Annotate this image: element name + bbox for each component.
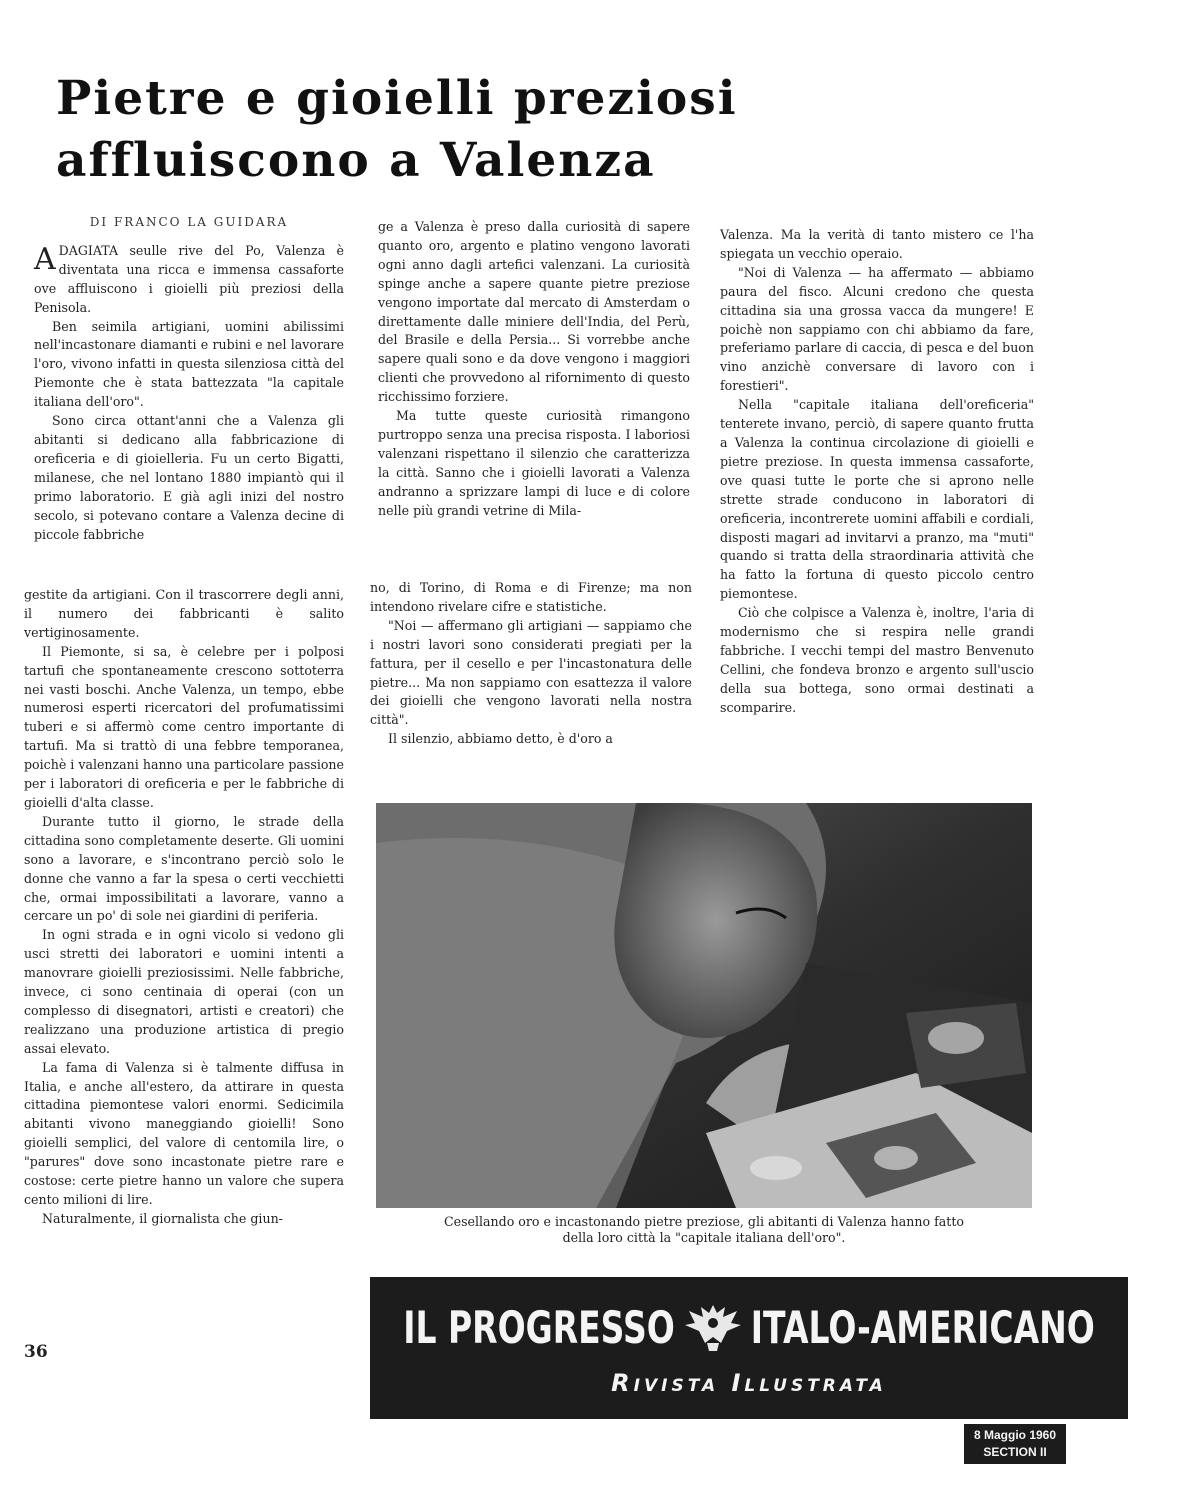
masthead-title-left: IL PROGRESSO [403, 1301, 675, 1354]
paragraph-text: Il silenzio, abbiamo detto, è d'oro a [388, 731, 613, 747]
paragraph-text: Naturalmente, il giornalista che giun- [42, 1210, 283, 1226]
paragraph-text: "Noi — affermano gli artigiani — sappiamo che i nostri lavori sono considerati pregiati per la fattura, per il cesello e per l'incastonatura delle pietre... Ma non sappiamo con esattezza il valore dei gioielli che vengono lavorati nella nostra città". [370, 617, 692, 728]
issue-date: 8 Maggio 1960 [973, 1428, 1057, 1442]
photo-caption [376, 1214, 1032, 1246]
issue-section: SECTION II [983, 1445, 1047, 1459]
article-paragraph [370, 579, 692, 617]
masthead-title [370, 1299, 1128, 1357]
byline: DI FRANCO LA GUIDARA [89, 215, 289, 229]
paragraph-text: Durante tutto il giorno, le strade della cittadina sono completamente deserte. Gli uomini sono a lavorare, e s'incontrano perciò solo le donne che vanno a far la spesa o certi vecchietti che, ormai impossibilitati a lavorare, vanno a cercare un po' di sole nei giardini di periferia. [24, 813, 344, 924]
title-line-2: affluiscono a Valenza [56, 133, 656, 188]
article-paragraph [370, 730, 692, 749]
title-line-1: Pietre e gioielli preziosi [56, 71, 738, 126]
paragraph-text: Nella "capitale italiana dell'oreficeria" tenterete invano, perciò, di sapere quanto frutta a Valenza la continua circolazione di gioielli e pietre preziose. In questa immensa cassaforte, ove quasi tutte le porte che si aprono nelle strette strade conducono in laboratori di oreficeria, incontrerete uomini affabili e cordiali, disposti magari ad invitarvi a pranzo, ma "muti" quando si tratta della straordinaria attività che ha fatto la fortuna di questo piccolo centro piemontese. [720, 397, 1034, 602]
article-paragraph [34, 242, 344, 318]
article-paragraph [24, 643, 344, 813]
drop-cap: A [34, 241, 56, 277]
paragraph-text: Ciò che colpisce a Valenza è, inoltre, l'aria di modernismo che si respira nelle grandi fabbriche. I vecchi tempi del mastro Benvenuto Cellini, che fondeva bronzo e argento sull'uscio della sua bottega, sono ormai destinati a scomparire. [720, 605, 1034, 715]
article-paragraph [34, 318, 344, 413]
artisan-photo-illustration [376, 803, 1032, 1208]
article-title [56, 68, 1056, 192]
caption-line-1: Cesellando oro e incastonando pietre preziose, gli abitanti di Valenza hanno fatto [443, 1214, 964, 1229]
column-1-bottom [24, 586, 344, 1229]
article-paragraph [24, 586, 344, 643]
paragraph-text: gestite da artigiani. Con il trascorrere degli anni, il numero dei fabbricanti è salito vertiginosamente. [24, 587, 344, 640]
page-number: 36 [24, 1342, 48, 1362]
issue-date-box [964, 1424, 1066, 1464]
column-1-top [34, 213, 344, 544]
paragraph-text: DAGIATA seulle rive del Po, Valenza è diventata una ricca e immensa cassaforte ove affluiscono i gioielli più preziosi della Penisola. [34, 242, 344, 315]
paragraph-text: Ma tutte queste curiosità rimangono purtroppo senza una precisa risposta. I laboriosi valenzani rispettano il silenzio che caratterizza la città. Sanno che i gioielli lavorati a Valenza andranno a sprizzare lampi di luce e di colore nelle più grandi vetrine di Mila- [378, 408, 690, 518]
paragraph-text: Il Piemonte, si sa, è celebre per i polposi tartufi che spontaneamente crescono sottoterra nei vasti boschi. Anche Valenza, un tempo, ebbe numerosi esperti ricercatori del profumatissimi tuberi e si affermò come centro importante di tartufi. Ma si trattò di una febbre temporanea, poichè i valenzani hanno una particolare passione per i laboratori di oreficeria e per le fabbriche di gioielli d'alta classe. [24, 643, 344, 810]
masthead [370, 1277, 1128, 1419]
paragraph-text: In ogni strada e in ogni vicolo si vedono gli usci stretti dei laboratori e uomini intenti a manovrare gioielli preziosissimi. Nelle fabbriche, invece, ci sono centinaia di operai (con un complesso di disegnatori, artisti e creatori) che realizzano una produzione artistica di pregio assai elevato. [24, 927, 344, 1056]
masthead-title-right: ITALO-AMERICANO [750, 1301, 1095, 1354]
article-paragraph [720, 396, 1034, 604]
column-2-top [378, 218, 690, 521]
paragraph-text: no, di Torino, di Roma e di Firenze; ma non intendono rivelare cifre e statistiche. [370, 580, 692, 614]
masthead-subtitle: Rivista Illustrata [611, 1369, 887, 1397]
article-paragraph [24, 1210, 344, 1229]
article-paragraph [378, 218, 690, 407]
paragraph-text: "Noi di Valenza — ha affermato — abbiamo paura del fisco. Alcuni credono che questa cittadina sia una grossa vacca da mungere! E poichè non sappiamo con chi abbiamo da fare, preferiamo parlare di caccia, di pesca e del buon vino anzichè conversare di lavoro con i forestieri". [720, 264, 1034, 394]
artisan-photo [376, 803, 1032, 1208]
article-paragraph [24, 1059, 344, 1210]
article-paragraph [720, 226, 1034, 264]
article-paragraph [370, 617, 692, 730]
article-paragraph [24, 813, 344, 926]
eagle-emblem-icon [681, 1299, 745, 1357]
paragraph-text: ge a Valenza è preso dalla curiosità di sapere quanto oro, argento e platino vengono lavorati ogni anno dagli artefici valenzani. La curiosità spinge anche a sapere quante pietre preziose vengono importate dal mercato di Amsterdam o direttamente dalle miniere dell'India, del Perù, del Brasile e della Persia... Si vorrebbe anche sapere quali sono e da dove vengono i maggiori clienti che provvedono al rifornimento di questo ricchissimo forziere. [378, 219, 690, 405]
column-2-bottom [370, 579, 692, 749]
article-paragraph [720, 264, 1034, 396]
paragraph-text: Ben seimila artigiani, uomini abilissimi nell'incastonare diamanti e rubini e nel lavorare l'oro, vivono infatti in questa silenziosa città del Piemonte che è stata battezzata "la capitale italiana dell'oro". [34, 318, 344, 410]
article-paragraph [24, 926, 344, 1058]
article-paragraph [720, 604, 1034, 717]
column-3 [720, 226, 1034, 718]
paragraph-text: Sono circa ottant'anni che a Valenza gli abitanti si dedicano alla fabbricazione di oreficeria e di gioielleria. Fu un certo Bigatti, milanese, che nel lontano 1880 impiantò qui il primo laboratorio. E già agli inizi del nostro secolo, si potevano contare a Valenza decine di piccole fabbriche [34, 413, 344, 542]
article-paragraph [378, 407, 690, 520]
caption-line-2: della loro città la "capitale italiana dell'oro". [562, 1230, 846, 1245]
paragraph-text: Valenza. Ma la verità di tanto mistero ce l'ha spiegata un vecchio operaio. [720, 227, 1034, 261]
paragraph-text: La fama di Valenza si è talmente diffusa in Italia, e anche all'estero, da attirare in questa cittadina piemontese valori enormi. Sedicimila abitanti vivono maneggiando gioielli! Sono gioielli semplici, del valore di centomila lire, o "parures" dove sono incastonate pietre rare e costose: certe pietre hanno un valore che supera cento milioni di lire. [24, 1059, 344, 1207]
article-paragraph [34, 412, 344, 544]
